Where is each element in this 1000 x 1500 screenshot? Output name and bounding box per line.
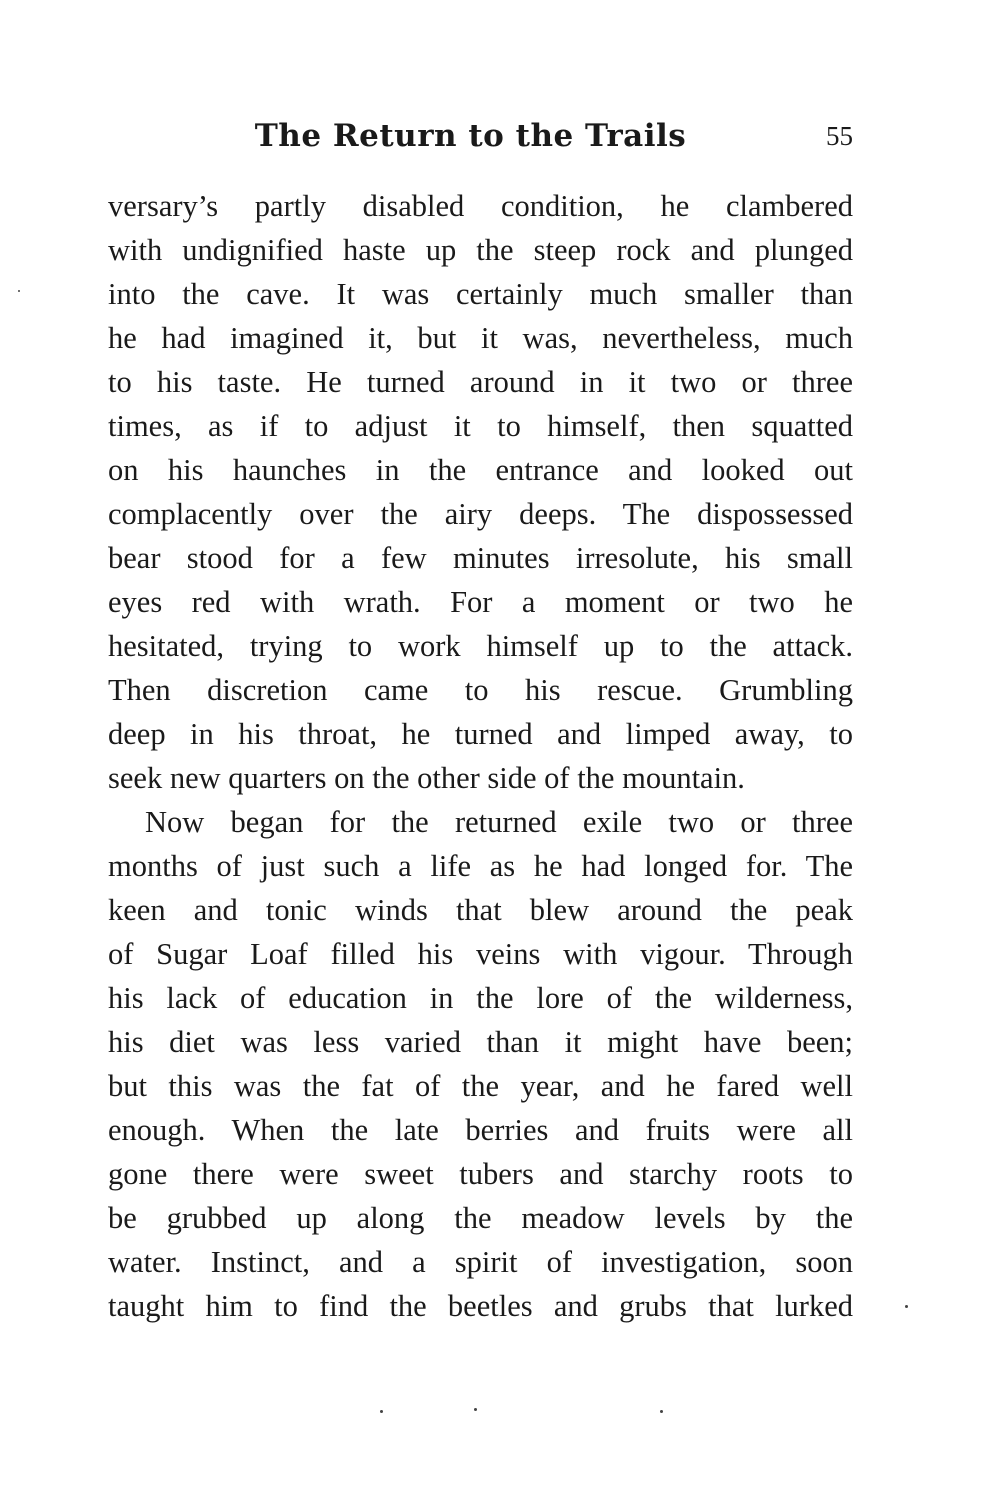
text-line: water. Instinct, and a spirit of investigation, soon <box>108 1245 853 1279</box>
text-line: enough. When the late berries and fruits were all <box>108 1113 853 1147</box>
text-line: Now began for the returned exile two or three <box>145 805 853 839</box>
text-line: eyes red with wrath. For a moment or two he <box>108 585 853 619</box>
text-line: be grubbed up along the meadow levels by the <box>108 1201 853 1235</box>
text-line: into the cave. It was certainly much smaller than <box>108 277 853 311</box>
text-line: to his taste. He turned around in it two or three <box>108 365 853 399</box>
print-speck <box>474 1408 477 1411</box>
text-line: with undignified haste up the steep rock and plunged <box>108 233 853 267</box>
body-text <box>108 184 853 1328</box>
text-line: times, as if to adjust it to himself, then squatted <box>108 409 853 443</box>
text-line: gone there were sweet tubers and starchy roots to <box>108 1157 853 1191</box>
text-line: hesitated, trying to work himself up to the attack. <box>108 629 853 663</box>
text-line: he had imagined it, but it was, nevertheless, much <box>108 321 853 355</box>
print-speck <box>905 1305 908 1308</box>
print-speck <box>18 290 20 292</box>
text-line: bear stood for a few minutes irresolute, his small <box>108 541 853 575</box>
text-line: taught him to find the beetles and grubs that lurked <box>108 1289 853 1323</box>
text-line: his diet was less varied than it might have been; <box>108 1025 853 1059</box>
running-head <box>108 112 853 160</box>
text-line: but this was the fat of the year, and he fared well <box>108 1069 853 1103</box>
text-line: of Sugar Loaf filled his veins with vigour. Through <box>108 937 853 971</box>
text-line: months of just such a life as he had longed for. The <box>108 849 853 883</box>
print-speck <box>380 1410 383 1413</box>
text-line: versary’s partly disabled condition, he clambered <box>108 189 853 223</box>
text-line: on his haunches in the entrance and looked out <box>108 453 853 487</box>
text-line: his lack of education in the lore of the wilderness, <box>108 981 853 1015</box>
text-line: keen and tonic winds that blew around the peak <box>108 893 853 927</box>
text-line: deep in his throat, he turned and limped away, to <box>108 717 853 751</box>
text-line: seek new quarters on the other side of the mountain. <box>108 761 745 795</box>
running-title: The Return to the Trails <box>254 118 687 154</box>
print-speck <box>660 1410 663 1413</box>
page-number: 55 <box>826 121 853 151</box>
text-line: complacently over the airy deeps. The dispossessed <box>108 497 853 531</box>
text-line: Then discretion came to his rescue. Grumbling <box>108 673 853 707</box>
